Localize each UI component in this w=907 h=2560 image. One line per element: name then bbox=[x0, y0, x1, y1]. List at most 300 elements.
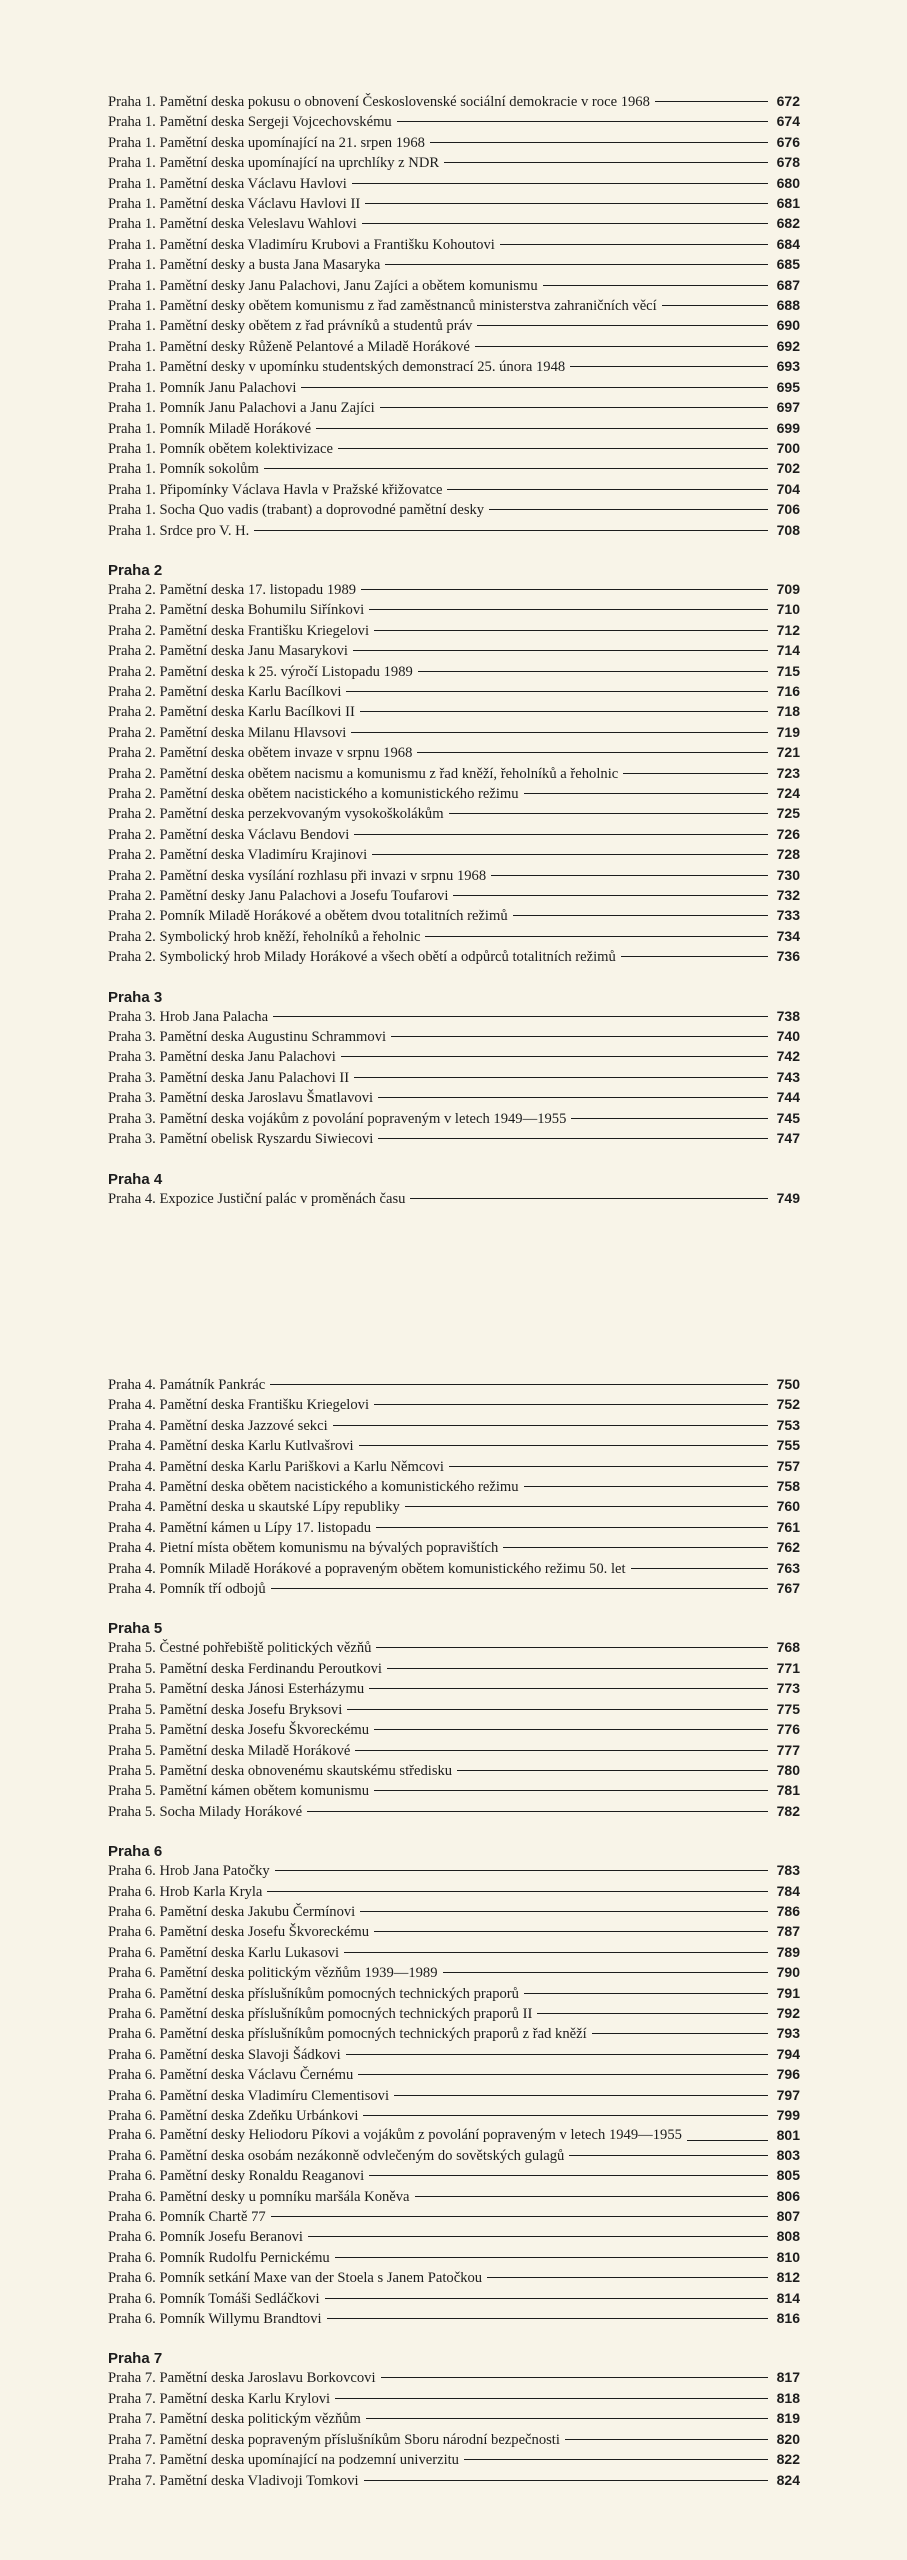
toc-entry[interactable] bbox=[108, 906, 800, 926]
toc-entry[interactable] bbox=[108, 2309, 800, 2329]
toc-section bbox=[108, 561, 800, 968]
toc-entry[interactable] bbox=[108, 235, 800, 255]
dot-leader bbox=[378, 1097, 768, 1098]
section-heading: Praha 5 bbox=[108, 1620, 163, 1638]
dot-leader bbox=[405, 1506, 768, 1507]
toc-entry[interactable] bbox=[108, 419, 800, 439]
entry-page-number: 799 bbox=[776, 2107, 800, 2123]
entry-title: Praha 1. Pamětní desky obětem z řad právníků a studentů práv bbox=[108, 318, 473, 335]
toc-entry[interactable] bbox=[108, 1047, 800, 1067]
toc-entry[interactable] bbox=[108, 1027, 800, 1047]
toc-entry[interactable] bbox=[108, 1741, 800, 1761]
toc-entry[interactable] bbox=[108, 1189, 800, 1209]
dot-leader bbox=[352, 183, 768, 184]
dot-leader bbox=[415, 2196, 768, 2197]
entry-page-number: 702 bbox=[776, 460, 800, 477]
toc-entry[interactable] bbox=[108, 2268, 800, 2288]
entry-page-number: 704 bbox=[776, 480, 800, 497]
entry-page-number: 747 bbox=[776, 1130, 800, 1147]
entry-title: Praha 2. Pamětní deska Janu Masarykovi bbox=[108, 643, 348, 660]
toc-entry[interactable] bbox=[108, 2065, 800, 2085]
dot-leader bbox=[374, 1931, 768, 1932]
toc-page-bottom bbox=[108, 1375, 800, 2511]
entry-page-number: 706 bbox=[776, 501, 800, 518]
entry-title: Praha 1. Pamětní deska pokusu o obnovení Československé sociální demokracie v roce 1968 bbox=[108, 94, 650, 110]
toc-entry[interactable] bbox=[108, 1700, 800, 1720]
entry-page-number: 818 bbox=[776, 2389, 800, 2406]
toc-entry[interactable] bbox=[108, 1882, 800, 1902]
entry-page-number: 709 bbox=[776, 580, 800, 597]
section-heading: Praha 4 bbox=[108, 1170, 163, 1188]
entry-page-number: 801 bbox=[776, 2127, 800, 2144]
entry-title: Praha 2. Pamětní deska obětem invaze v srpnu 1968 bbox=[108, 745, 413, 762]
toc-entry[interactable] bbox=[108, 133, 800, 153]
entry-title: Praha 4. Pamětní deska Karlu Pariškovi a Karlu Němcovi bbox=[108, 1458, 444, 1475]
toc-entry[interactable] bbox=[108, 1781, 800, 1801]
entry-title: Praha 7. Pamětní deska upomínající na podzemní univerzitu bbox=[108, 2452, 459, 2469]
toc-entry[interactable] bbox=[108, 92, 800, 112]
toc-entry[interactable] bbox=[108, 845, 800, 865]
dot-leader bbox=[449, 813, 768, 814]
entry-title: Praha 1. Pamětní deska upomínající na 21. srpen 1968 bbox=[108, 134, 425, 151]
dot-leader bbox=[394, 2095, 768, 2096]
entry-title: Praha 4. Pamětní deska u skautské Lípy republiky bbox=[108, 1499, 400, 1516]
entry-title: Praha 4. Pamětní kámen u Lípy 17. listopadu bbox=[108, 1519, 372, 1536]
entry-title: Praha 5. Pamětní deska Miladě Horákové bbox=[108, 1742, 351, 1759]
entry-page-number: 758 bbox=[776, 1478, 800, 1495]
entry-title: Praha 5. Pamětní deska obnovenému skautskému středisku bbox=[108, 1762, 453, 1779]
dot-leader bbox=[325, 2298, 768, 2299]
toc-entry[interactable] bbox=[108, 2430, 800, 2450]
entry-page-number: 786 bbox=[776, 1902, 800, 1919]
toc-entry[interactable] bbox=[108, 1109, 800, 1129]
dot-leader bbox=[254, 530, 768, 531]
dot-leader bbox=[655, 101, 768, 102]
toc-entry[interactable] bbox=[108, 1802, 800, 1822]
entry-title: Praha 2. Symbolický hrob kněží, řeholníků a řeholnic bbox=[108, 928, 421, 945]
toc-entry[interactable] bbox=[108, 764, 800, 784]
entry-page-number: 753 bbox=[776, 1416, 800, 1433]
entry-page-number: 784 bbox=[776, 1882, 800, 1899]
toc-entry[interactable] bbox=[108, 2045, 800, 2065]
entry-page-number: 824 bbox=[776, 2471, 800, 2488]
toc-entry[interactable] bbox=[108, 1129, 800, 1149]
entry-title: Praha 2. Pamětní deska Františku Kriegelovi bbox=[108, 622, 370, 639]
dot-leader bbox=[565, 2439, 768, 2440]
entry-title: Praha 4. Pietní místa obětem komunismu na bývalých popravištích bbox=[108, 1540, 499, 1557]
entry-page-number: 773 bbox=[776, 1680, 800, 1697]
toc-entry[interactable] bbox=[108, 1963, 800, 1983]
entry-title: Praha 1. Připomínky Václava Havla v Pražské křižovatce bbox=[108, 481, 443, 498]
section-heading: Praha 2 bbox=[108, 561, 163, 579]
dot-leader bbox=[359, 1445, 768, 1446]
entry-page-number: 762 bbox=[776, 1539, 800, 1556]
entry-page-number: 750 bbox=[776, 1376, 800, 1392]
entry-title: Praha 7. Pamětní deska Jaroslavu Borkovcovi bbox=[108, 2370, 376, 2387]
entry-page-number: 745 bbox=[776, 1109, 800, 1126]
dot-leader bbox=[355, 1750, 768, 1751]
entry-title: Praha 7. Pamětní deska popraveným příslušníkům Sboru národní bezpečnosti bbox=[108, 2431, 560, 2448]
dot-leader bbox=[361, 589, 768, 590]
entry-page-number: 716 bbox=[776, 682, 800, 699]
dot-leader bbox=[316, 428, 768, 429]
entry-title: Praha 6. Pomník setkání Maxe van der Stoela s Janem Patočkou bbox=[108, 2270, 483, 2287]
toc-entry[interactable] bbox=[108, 2166, 800, 2186]
dot-leader bbox=[267, 1891, 768, 1892]
toc-entry[interactable] bbox=[108, 927, 800, 947]
toc-entry[interactable] bbox=[108, 337, 800, 357]
toc-entry[interactable] bbox=[108, 214, 800, 234]
dot-leader bbox=[418, 671, 768, 672]
toc-entry[interactable] bbox=[108, 1497, 800, 1517]
entry-title: Praha 1. Pamětní deska Veleslavu Wahlovi bbox=[108, 216, 357, 233]
toc-entry[interactable] bbox=[108, 784, 800, 804]
dot-leader bbox=[354, 1077, 768, 1078]
toc-entry[interactable] bbox=[108, 1395, 800, 1415]
dot-leader bbox=[362, 223, 768, 224]
entry-title: Praha 5. Pamětní deska Josefu Škvoreckému bbox=[108, 1722, 370, 1739]
toc-section bbox=[108, 1619, 800, 1822]
entry-title: Praha 1. Pomník sokolům bbox=[108, 461, 259, 478]
toc-entry[interactable] bbox=[108, 723, 800, 743]
entry-page-number: 732 bbox=[776, 887, 800, 904]
entry-title: Praha 1. Pamětní deska Václavu Havlovi bbox=[108, 175, 347, 192]
toc-entry[interactable] bbox=[108, 500, 800, 520]
dot-leader bbox=[335, 2257, 768, 2258]
entry-page-number: 736 bbox=[776, 948, 800, 965]
toc-entry[interactable] bbox=[108, 1477, 800, 1497]
toc-entry[interactable] bbox=[108, 2004, 800, 2024]
entry-page-number: 791 bbox=[776, 1984, 800, 2001]
entry-title: Praha 2. Pamětní deska 17. listopadu 1989 bbox=[108, 581, 357, 598]
entry-page-number: 790 bbox=[776, 1964, 800, 1981]
toc-entry[interactable] bbox=[108, 2450, 800, 2470]
toc-entry[interactable] bbox=[108, 2024, 800, 2044]
dot-leader bbox=[270, 1384, 768, 1385]
entry-title: Praha 3. Pamětní deska Jaroslavu Šmatlavovi bbox=[108, 1090, 374, 1107]
entry-title: Praha 6. Pamětní deska příslušníkům pomocných technických praporů bbox=[108, 1985, 519, 2002]
entry-page-number: 730 bbox=[776, 866, 800, 883]
dot-leader bbox=[344, 1952, 768, 1953]
dot-leader bbox=[449, 1466, 768, 1467]
toc-entry[interactable] bbox=[108, 521, 800, 541]
toc-entry[interactable] bbox=[108, 316, 800, 336]
toc-entry[interactable] bbox=[108, 112, 800, 132]
toc-entry[interactable] bbox=[108, 1679, 800, 1699]
entry-page-number: 718 bbox=[776, 703, 800, 720]
entry-page-number: 733 bbox=[776, 907, 800, 924]
entry-title: Praha 1. Pamětní deska upomínající na uprchlíky z NDR bbox=[108, 155, 440, 172]
entry-title: Praha 4. Pamětní deska Františku Kriegelovi bbox=[108, 1397, 370, 1414]
entry-title: Praha 2. Symbolický hrob Milady Horákové a všech obětí a odpůrců totalitních režimů bbox=[108, 949, 616, 966]
entry-title: Praha 2. Pamětní deska Karlu Bacílkovi bbox=[108, 683, 342, 700]
toc-entry[interactable] bbox=[108, 2126, 800, 2145]
dot-leader bbox=[374, 1729, 768, 1730]
entry-title: Praha 1. Pomník Miladě Horákové bbox=[108, 420, 312, 437]
toc-entry[interactable] bbox=[108, 2389, 800, 2409]
toc-entry[interactable] bbox=[108, 276, 800, 296]
dot-leader bbox=[491, 875, 768, 876]
dot-leader bbox=[592, 2033, 768, 2034]
entry-title: Praha 3. Pamětní deska vojákům z povolání popraveným v letech 1949—1955 bbox=[108, 1110, 567, 1127]
toc-entry[interactable] bbox=[108, 1861, 800, 1881]
dot-leader bbox=[381, 2377, 769, 2378]
entry-title: Praha 6. Pamětní deska Jakubu Čermínovi bbox=[108, 1903, 356, 1920]
toc-entry[interactable] bbox=[108, 682, 800, 702]
entry-title: Praha 7. Pamětní deska Karlu Krylovi bbox=[108, 2390, 331, 2407]
entry-title: Praha 1. Pamětní desky a busta Jana Masaryka bbox=[108, 257, 381, 274]
entry-title: Praha 1. Pamětní desky v upomínku studentských demonstrací 25. února 1948 bbox=[108, 359, 566, 376]
dot-leader bbox=[376, 1527, 768, 1528]
entry-title: Praha 6. Hrob Jana Patočky bbox=[108, 1863, 270, 1880]
dot-leader bbox=[569, 2155, 768, 2156]
dot-leader bbox=[271, 1588, 768, 1589]
entry-page-number: 810 bbox=[776, 2248, 800, 2265]
dot-leader bbox=[353, 650, 768, 651]
toc-entry[interactable] bbox=[108, 947, 800, 967]
toc-entry[interactable] bbox=[108, 255, 800, 275]
entry-title: Praha 1. Pamětní deska Vladimíru Krubovi a Františku Kohoutovi bbox=[108, 236, 495, 253]
toc-entry[interactable] bbox=[108, 1902, 800, 1922]
dot-leader bbox=[513, 915, 768, 916]
entry-page-number: 684 bbox=[776, 235, 800, 252]
dot-leader bbox=[537, 2013, 768, 2014]
entry-page-number: 757 bbox=[776, 1457, 800, 1474]
toc-entry[interactable] bbox=[108, 398, 800, 418]
toc-section bbox=[108, 1375, 800, 1599]
dot-leader bbox=[391, 1036, 768, 1037]
toc-entry[interactable] bbox=[108, 662, 800, 682]
toc-entry[interactable] bbox=[108, 2086, 800, 2106]
toc-entry[interactable] bbox=[108, 480, 800, 500]
dot-leader bbox=[457, 1770, 768, 1771]
entry-title: Praha 4. Expozice Justiční palác v proměnách času bbox=[108, 1190, 406, 1207]
dot-leader bbox=[444, 162, 768, 163]
entry-title: Praha 1. Pomník Janu Palachovi a Janu Zajíci bbox=[108, 400, 375, 417]
dot-leader bbox=[425, 936, 768, 937]
dot-leader bbox=[333, 1425, 768, 1426]
entry-page-number: 820 bbox=[776, 2430, 800, 2447]
entry-title: Praha 6. Pamětní deska příslušníkům pomocných technických praporů II bbox=[108, 2005, 533, 2022]
toc-entry[interactable] bbox=[108, 2471, 800, 2491]
toc-entry[interactable] bbox=[108, 580, 800, 600]
toc-entry[interactable] bbox=[108, 378, 800, 398]
toc-entry[interactable] bbox=[108, 1375, 800, 1395]
dot-leader bbox=[369, 2175, 768, 2176]
toc-entry[interactable] bbox=[108, 2146, 800, 2166]
dot-leader bbox=[453, 895, 768, 896]
entry-page-number: 787 bbox=[776, 1923, 800, 1940]
dot-leader bbox=[341, 1056, 768, 1057]
entry-title: Praha 6. Pamětní deska osobám nezákonně odvlečeným do sovětských gulagů bbox=[108, 2147, 565, 2164]
entry-page-number: 819 bbox=[776, 2410, 800, 2427]
entry-title: Praha 2. Pamětní deska Bohumilu Siřínkovi bbox=[108, 602, 365, 619]
dot-leader bbox=[369, 1688, 768, 1689]
toc-entry[interactable] bbox=[108, 1068, 800, 1088]
entry-title: Praha 3. Pamětní deska Janu Palachovi II bbox=[108, 1069, 350, 1086]
toc-entry[interactable] bbox=[108, 459, 800, 479]
entry-page-number: 777 bbox=[776, 1741, 800, 1758]
entry-title: Praha 7. Pamětní deska politickým vězňům bbox=[108, 2411, 361, 2428]
entry-page-number: 807 bbox=[776, 2208, 800, 2225]
dot-leader bbox=[347, 1709, 768, 1710]
toc-entry[interactable] bbox=[108, 600, 800, 620]
dot-leader bbox=[307, 1811, 768, 1812]
entry-title: Praha 2. Pamětní deska k 25. výročí Listopadu 1989 bbox=[108, 663, 413, 680]
toc-entry[interactable] bbox=[108, 1436, 800, 1456]
toc-entry[interactable] bbox=[108, 2106, 800, 2126]
entry-page-number: 760 bbox=[776, 1498, 800, 1515]
toc-entry[interactable] bbox=[108, 1088, 800, 1108]
toc-entry[interactable] bbox=[108, 2187, 800, 2207]
entry-page-number: 755 bbox=[776, 1437, 800, 1454]
entry-page-number: 781 bbox=[776, 1782, 800, 1799]
entry-page-number: 715 bbox=[776, 662, 800, 679]
entry-page-number: 685 bbox=[776, 256, 800, 273]
toc-entry[interactable] bbox=[108, 1579, 800, 1599]
dot-leader bbox=[366, 2418, 768, 2419]
toc-entry[interactable] bbox=[108, 174, 800, 194]
toc-entry[interactable] bbox=[108, 866, 800, 886]
toc-entry[interactable] bbox=[108, 1943, 800, 1963]
toc-entry[interactable] bbox=[108, 194, 800, 214]
dot-leader bbox=[430, 142, 768, 143]
dot-leader bbox=[360, 711, 768, 712]
entry-title: Praha 6. Pamětní desky Heliodoru Píkovi a vojákům z povolání popraveným v letech 1949—1955 bbox=[108, 2127, 682, 2144]
dot-leader bbox=[417, 752, 768, 753]
entry-title: Praha 6. Pamětní desky u pomníku maršála Koněva bbox=[108, 2188, 410, 2205]
toc-entry[interactable] bbox=[108, 153, 800, 173]
section-heading: Praha 7 bbox=[108, 2350, 163, 2368]
toc-section bbox=[108, 988, 800, 1150]
entry-page-number: 792 bbox=[776, 2004, 800, 2021]
toc-entry[interactable] bbox=[108, 825, 800, 845]
toc-entry[interactable] bbox=[108, 2289, 800, 2309]
entry-page-number: 789 bbox=[776, 1943, 800, 1960]
entry-page-number: 678 bbox=[776, 154, 800, 171]
toc-entry[interactable] bbox=[108, 743, 800, 763]
entry-page-number: 676 bbox=[776, 133, 800, 150]
entry-page-number: 695 bbox=[776, 378, 800, 395]
dot-leader bbox=[443, 1972, 768, 1973]
dot-leader bbox=[372, 854, 768, 855]
dot-leader bbox=[271, 2216, 768, 2217]
toc-entry[interactable] bbox=[108, 2409, 800, 2429]
toc-entry[interactable] bbox=[108, 1538, 800, 1558]
entry-page-number: 808 bbox=[776, 2228, 800, 2245]
toc-entry[interactable] bbox=[108, 1457, 800, 1477]
entry-page-number: 805 bbox=[776, 2167, 800, 2184]
entry-title: Praha 1. Pamětní deska Václavu Havlovi II bbox=[108, 196, 361, 213]
toc-entry[interactable] bbox=[108, 1638, 800, 1658]
toc-entry[interactable] bbox=[108, 2207, 800, 2227]
dot-leader bbox=[464, 2459, 768, 2460]
entry-title: Praha 6. Pomník Willymu Brandtovi bbox=[108, 2311, 322, 2328]
toc-entry[interactable] bbox=[108, 2248, 800, 2268]
dot-leader bbox=[387, 1668, 768, 1669]
entry-page-number: 740 bbox=[776, 1028, 800, 1045]
entry-title: Praha 6. Pamětní deska politickým vězňům 1939—1989 bbox=[108, 1965, 438, 1982]
dot-leader bbox=[275, 1870, 768, 1871]
entry-page-number: 771 bbox=[776, 1659, 800, 1676]
dot-leader bbox=[662, 305, 768, 306]
toc-entry[interactable] bbox=[108, 1007, 800, 1027]
toc-entry[interactable] bbox=[108, 1922, 800, 1942]
entry-page-number: 708 bbox=[776, 521, 800, 538]
entry-title: Praha 6. Pomník Chartě 77 bbox=[108, 2209, 266, 2226]
entry-page-number: 714 bbox=[776, 642, 800, 659]
entry-title: Praha 2. Pamětní deska Karlu Bacílkovi II bbox=[108, 704, 355, 721]
entry-title: Praha 2. Pamětní deska obětem nacistického a komunistického režimu bbox=[108, 786, 519, 802]
toc-entry[interactable] bbox=[108, 621, 800, 641]
toc-entry[interactable] bbox=[108, 2368, 800, 2388]
toc-entry[interactable] bbox=[108, 439, 800, 459]
toc-entry[interactable] bbox=[108, 296, 800, 316]
entry-title: Praha 6. Pamětní deska Václavu Černému bbox=[108, 2067, 354, 2084]
entry-title: Praha 4. Památník Pankrác bbox=[108, 1377, 266, 1393]
dot-leader bbox=[623, 773, 768, 774]
toc-entry[interactable] bbox=[108, 1659, 800, 1679]
dot-leader bbox=[410, 1198, 768, 1199]
toc-entry[interactable] bbox=[108, 702, 800, 722]
entry-page-number: 749 bbox=[776, 1189, 800, 1206]
entry-page-number: 699 bbox=[776, 419, 800, 436]
toc-entry[interactable] bbox=[108, 1761, 800, 1781]
entry-title: Praha 2. Pamětní deska Vladimíru Krajinovi bbox=[108, 847, 368, 864]
dot-leader bbox=[524, 1993, 768, 1994]
entry-page-number: 775 bbox=[776, 1700, 800, 1717]
entry-page-number: 672 bbox=[776, 93, 800, 109]
toc-entry[interactable] bbox=[108, 641, 800, 661]
entry-page-number: 697 bbox=[776, 399, 800, 416]
entry-title: Praha 1. Srdce pro V. H. bbox=[108, 522, 250, 539]
toc-entry[interactable] bbox=[108, 1559, 800, 1579]
dot-leader bbox=[397, 121, 768, 122]
toc-entry[interactable] bbox=[108, 1518, 800, 1538]
entry-page-number: 742 bbox=[776, 1048, 800, 1065]
dot-leader bbox=[385, 264, 768, 265]
dot-leader bbox=[338, 448, 768, 449]
entry-title: Praha 1. Pamětní desky Janu Palachovi, Janu Zajíci a obětem komunismu bbox=[108, 277, 538, 294]
dot-leader bbox=[378, 1138, 768, 1139]
dot-leader bbox=[374, 630, 768, 631]
entry-title: Praha 2. Pomník Miladě Horákové a obětem dvou totalitních režimů bbox=[108, 908, 508, 925]
toc-entry[interactable] bbox=[108, 804, 800, 824]
entry-page-number: 712 bbox=[776, 621, 800, 638]
dot-leader bbox=[447, 489, 768, 490]
entry-title: Praha 1. Pomník obětem kolektivizace bbox=[108, 440, 333, 457]
entry-title: Praha 6. Pomník Josefu Beranovi bbox=[108, 2229, 303, 2246]
entry-page-number: 743 bbox=[776, 1068, 800, 1085]
entry-page-number: 680 bbox=[776, 174, 800, 191]
toc-entry[interactable] bbox=[108, 886, 800, 906]
entry-page-number: 700 bbox=[776, 439, 800, 456]
entry-page-number: 725 bbox=[776, 805, 800, 822]
toc-entry[interactable] bbox=[108, 2227, 800, 2247]
toc-entry[interactable] bbox=[108, 357, 800, 377]
entry-title: Praha 6. Hrob Karla Kryla bbox=[108, 1883, 263, 1900]
entry-title: Praha 5. Socha Milady Horákové bbox=[108, 1803, 303, 1820]
toc-entry[interactable] bbox=[108, 1416, 800, 1436]
toc-section bbox=[108, 1842, 800, 2329]
dot-leader bbox=[335, 2398, 768, 2399]
section-heading: Praha 6 bbox=[108, 1843, 163, 1861]
dot-leader bbox=[369, 609, 768, 610]
entry-page-number: 721 bbox=[776, 744, 800, 761]
toc-entry[interactable] bbox=[108, 1720, 800, 1740]
toc-entry[interactable] bbox=[108, 1984, 800, 2004]
dot-leader bbox=[364, 2480, 768, 2481]
